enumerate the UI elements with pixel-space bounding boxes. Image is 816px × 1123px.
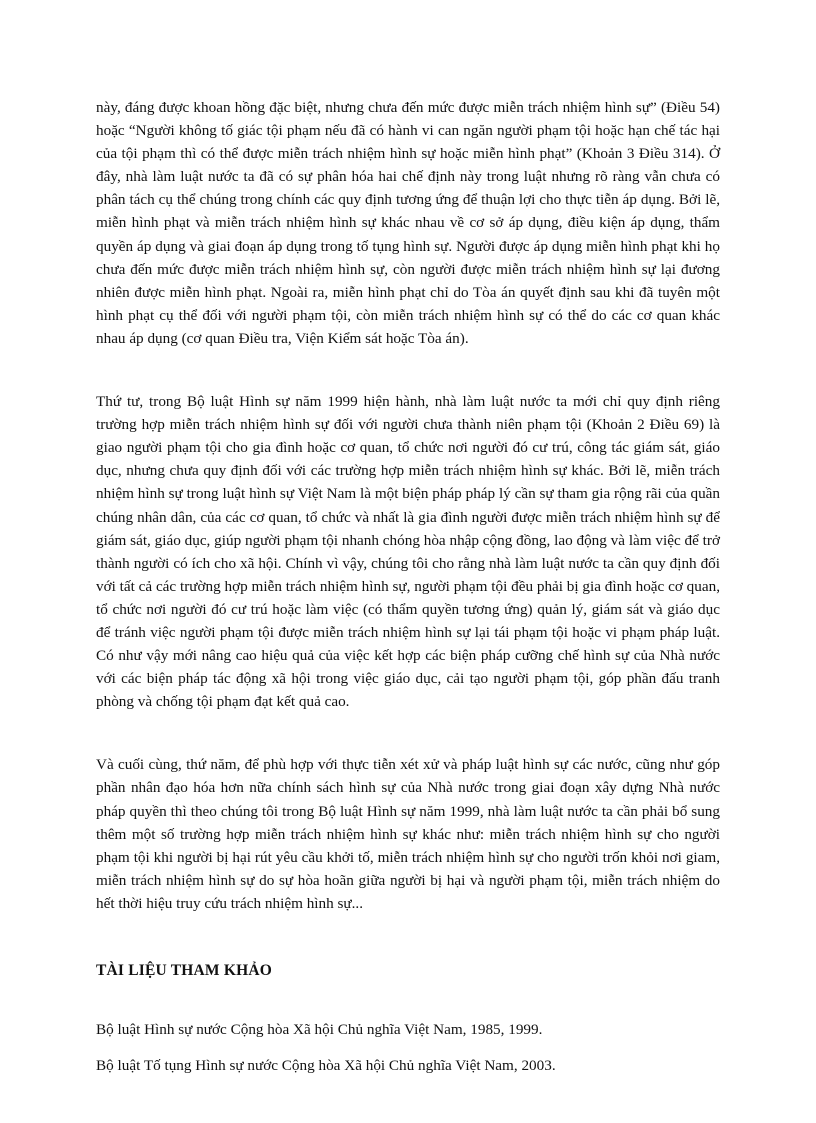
reference-item-1: Bộ luật Hình sự nước Cộng hòa Xã hội Chủ nghĩa Việt Nam, 1985, 1999.	[96, 1021, 543, 1038]
document-page	[96, 96, 720, 1077]
body-paragraph-1: này, đáng được khoan hồng đặc biệt, nhưng chưa đến mức được miễn trách nhiệm hình sự” (Điều 54) hoặc “Người không tố giác tội phạm nếu đã có hành vi can ngăn người phạm tội hoặc hạn chế tác hại của tội phạm thì có thể được miễn trách nhiệm hình sự hoặc miễn hình phạt” (Khoản 3 Điều 314). Ở đây, nhà làm luật nước ta đã có sự phân hóa hai chế định này trong luật nhưng rõ ràng vẫn chưa có phân tách cụ thể chúng trong chính các quy định tương ứng để thuận lợi cho thực tiễn áp dụng. Bởi lẽ, miễn hình phạt và miễn trách nhiệm hình sự khác nhau về cơ sở áp dụng, điều kiện áp dụng, thẩm quyền áp dụng và giai đoạn áp dụng trong tố tụng hình sự. Người được áp dụng miễn hình phạt khi họ chưa đến mức được miễn trách nhiệm hình sự, còn người được miễn trách nhiệm hình sự lại đương nhiên được miễn hình phạt. Ngoài ra, miễn hình phạt chỉ do Tòa án quyết định sau khi đã tuyên một hình phạt cụ thể đối với người phạm tội, còn miễn trách nhiệm hình sự có thể do các cơ quan khác nhau áp dụng (cơ quan Điều tra, Viện Kiểm sát hoặc Tòa án).	[96, 99, 720, 347]
body-paragraph-3: Và cuối cùng, thứ năm, để phù hợp với thực tiễn xét xử và pháp luật hình sự các nước, cũng như góp phần nhân đạo hóa hơn nữa chính sách hình sự của Nhà nước trong giai đoạn xây dựng Nhà nước pháp quyền thì theo chúng tôi trong Bộ luật Hình sự năm 1999, nhà làm luật nước ta cần phải bổ sung thêm một số trường hợp miễn trách nhiệm hình sự khác như: miễn trách nhiệm hình sự cho người phạm tội khi người bị hại rút yêu cầu khởi tố, miễn trách nhiệm hình sự cho người trốn khỏi nơi giam, miễn trách nhiệm hình sự do sự hòa hoãn giữa người bị hại và người phạm tội, miễn trách nhiệm do hết thời hiệu truy cứu trách nhiệm hình sự...	[96, 756, 720, 912]
body-paragraph-2: Thứ tư, trong Bộ luật Hình sự năm 1999 hiện hành, nhà làm luật nước ta mới chỉ quy định riêng trường hợp miễn trách nhiệm hình sự đối với người chưa thành niên phạm tội (Khoản 2 Điều 69) là giao người phạm tội cho gia đình hoặc cơ quan, tổ chức nơi người đó cư trú, công tác giám sát, giáo dục, nhưng chưa quy định đối với các trường hợp miễn trách nhiệm hình sự khác. Bởi lẽ, miễn trách nhiệm hình sự trong luật hình sự Việt Nam là một biện pháp pháp lý cần sự tham gia rộng rãi của quần chúng nhân dân, của các cơ quan, tổ chức và nhất là gia đình người được miễn trách nhiệm hình sự để giám sát, giáo dục, giúp người phạm tội nhanh chóng hòa nhập cộng đồng, lao động và làm việc để trở thành người có ích cho xã hội. Chính vì vậy, chúng tôi cho rằng nhà làm luật nước ta cần quy định đối với tất cả các trường hợp miễn trách nhiệm hình sự, người phạm tội đều phải bị gia đình hoặc cơ quan, tổ chức nơi người đó cư trú hoặc làm việc (có thẩm quyền tương ứng) quản lý, giám sát và giáo dục để tránh việc người phạm tội được miễn trách nhiệm hình sự lại tái phạm tội hoặc vi phạm pháp luật. Có như vậy mới nâng cao hiệu quả của việc kết hợp các biện pháp cưỡng chế hình sự của Nhà nước với các biện pháp tác động xã hội trong việc giáo dục, cải tạo người phạm tội, góp phần đấu tranh phòng và chống tội phạm đạt kết quả cao.	[96, 393, 720, 711]
references-heading: TÀI LIỆU THAM KHẢO	[96, 962, 272, 979]
reference-item-2: Bộ luật Tố tụng Hình sự nước Cộng hòa Xã hội Chủ nghĩa Việt Nam, 2003.	[96, 1057, 556, 1074]
